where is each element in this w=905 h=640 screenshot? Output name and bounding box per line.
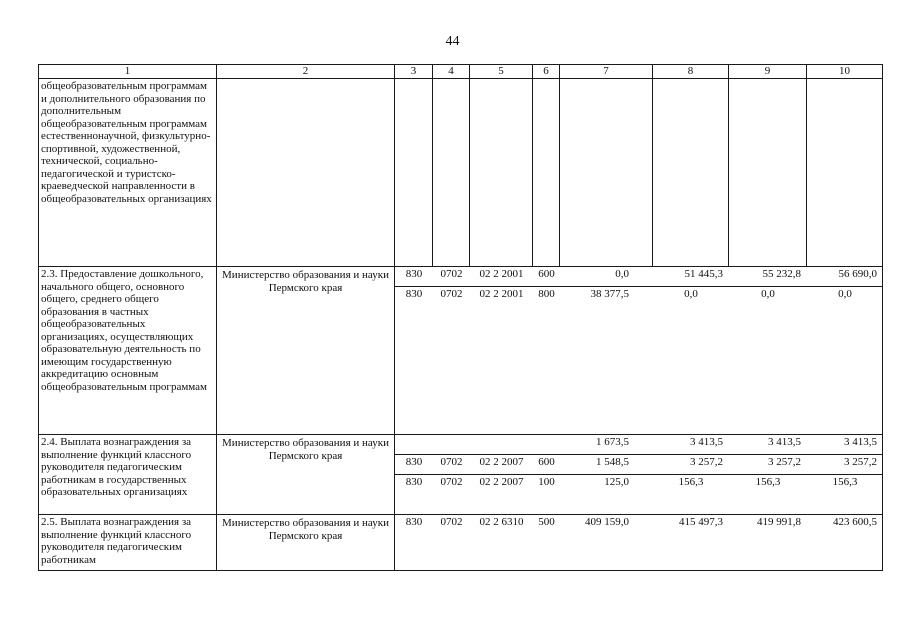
section-code	[433, 435, 470, 455]
amount-col9: 3 257,2	[729, 455, 807, 475]
amount-col10: 56 690,0	[807, 267, 883, 287]
amount-col8: 51 445,3	[653, 267, 729, 287]
target-article: 02 2 2001	[470, 267, 533, 287]
section-code: 0702	[440, 516, 463, 528]
header-cell: 1	[39, 65, 217, 79]
item-description: общеобразовательным программам и дополнительного образования по дополнительным общеобразовательным программам естественнонаучной, физкультурно-спортивной, художественной, технической, социально-педагогической и туристско-краеведческой направленности в общеобразовательных организациях	[39, 79, 217, 267]
amount-col9: 55 232,8	[729, 267, 807, 287]
target-article	[470, 435, 533, 455]
target-article: 02 2 6310	[479, 516, 524, 528]
expense-type: 600	[533, 267, 560, 287]
amount-col8: 0,0	[684, 288, 698, 300]
amount-col7: 125,0	[604, 476, 629, 488]
table-row	[39, 435, 883, 515]
expense-type: 800	[538, 288, 555, 300]
section-code: 0702	[440, 288, 463, 300]
amount-col7: 38 377,5	[590, 288, 629, 300]
amount-col7: 409 159,0	[585, 516, 629, 528]
section-code: 0702	[433, 455, 470, 475]
expense-type	[533, 435, 560, 455]
budget-line	[395, 287, 883, 307]
amount-col10: 0,0	[838, 288, 852, 300]
expense-type: 100	[538, 476, 555, 488]
amount-col7: 1 673,5	[560, 435, 653, 455]
expense-type: 500	[538, 516, 555, 528]
target-article: 02 2 2007	[470, 455, 533, 475]
target-article: 02 2 2001	[479, 288, 524, 300]
amount-col9: 419 991,8	[757, 516, 801, 528]
admin-code: 830	[395, 455, 433, 475]
header-cell: 6	[533, 65, 560, 79]
responsible-executor: Министерство образования и науки Пермского края	[217, 515, 395, 571]
header-cell: 4	[433, 65, 470, 79]
budget-line	[395, 267, 883, 287]
item-description: 2.3. Предоставление дошкольного, начального общего, основного общего, среднего общего образования в частных общеобразовательных организациях, осуществляющих образовательную деятельность по имеющим государственную аккредитацию основным общеобразовательным программам	[39, 267, 217, 435]
amount-col10: 156,3	[832, 476, 858, 488]
amount-col9: 156,3	[755, 476, 781, 488]
budget-line	[395, 475, 883, 495]
amount-col7: 1 548,5	[560, 455, 653, 475]
admin-code: 830	[395, 267, 433, 287]
header-cell: 3	[395, 65, 433, 79]
table-row	[39, 267, 883, 435]
section-code: 0702	[433, 267, 470, 287]
header-cell: 2	[217, 65, 395, 79]
amount-col8: 415 497,3	[679, 516, 723, 528]
responsible-executor: Министерство образования и науки Пермского края	[217, 435, 395, 515]
admin-code	[395, 435, 433, 455]
amount-col10: 423 600,5	[833, 516, 877, 528]
header-cell: 10	[807, 65, 883, 79]
budget-lines	[395, 267, 883, 435]
admin-code: 830	[405, 288, 423, 300]
item-description: 2.4. Выплата вознаграждения за выполнение функций классного руководителя педагогическим работникам в государственных образовательных организациях	[39, 435, 217, 515]
amount-col8: 3 257,2	[653, 455, 729, 475]
amount-col10: 3 413,5	[807, 435, 883, 455]
budget-line-total	[395, 435, 883, 455]
amount-col9: 0,0	[761, 288, 775, 300]
header-cell: 7	[560, 65, 653, 79]
budget-line	[395, 455, 883, 475]
section-code: 0702	[440, 476, 463, 488]
expense-type: 600	[533, 455, 560, 475]
amount-col8: 156,3	[678, 476, 704, 488]
header-cell: 5	[470, 65, 533, 79]
header-row	[39, 65, 883, 79]
target-article: 02 2 2007	[479, 476, 524, 488]
header-cell: 9	[729, 65, 807, 79]
amount-col8: 3 413,5	[653, 435, 729, 455]
header-cell: 8	[653, 65, 729, 79]
amount-col10: 3 257,2	[807, 455, 883, 475]
amount-col9: 3 413,5	[729, 435, 807, 455]
budget-line	[395, 515, 883, 534]
responsible-executor: Министерство образования и науки Пермского края	[217, 267, 395, 435]
admin-code: 830	[405, 516, 423, 528]
responsible-executor	[217, 79, 395, 267]
budget-lines	[395, 515, 883, 571]
item-description: 2.5. Выплата вознаграждения за выполнение функций классного руководителя педагогическим работникам	[39, 515, 217, 571]
table-row	[39, 79, 883, 267]
amount-col7: 0,0	[560, 267, 653, 287]
admin-code: 830	[405, 476, 423, 488]
budget-lines	[395, 435, 883, 515]
page-number: 44	[445, 34, 460, 49]
budget-table	[38, 64, 883, 571]
table-row	[39, 515, 883, 571]
